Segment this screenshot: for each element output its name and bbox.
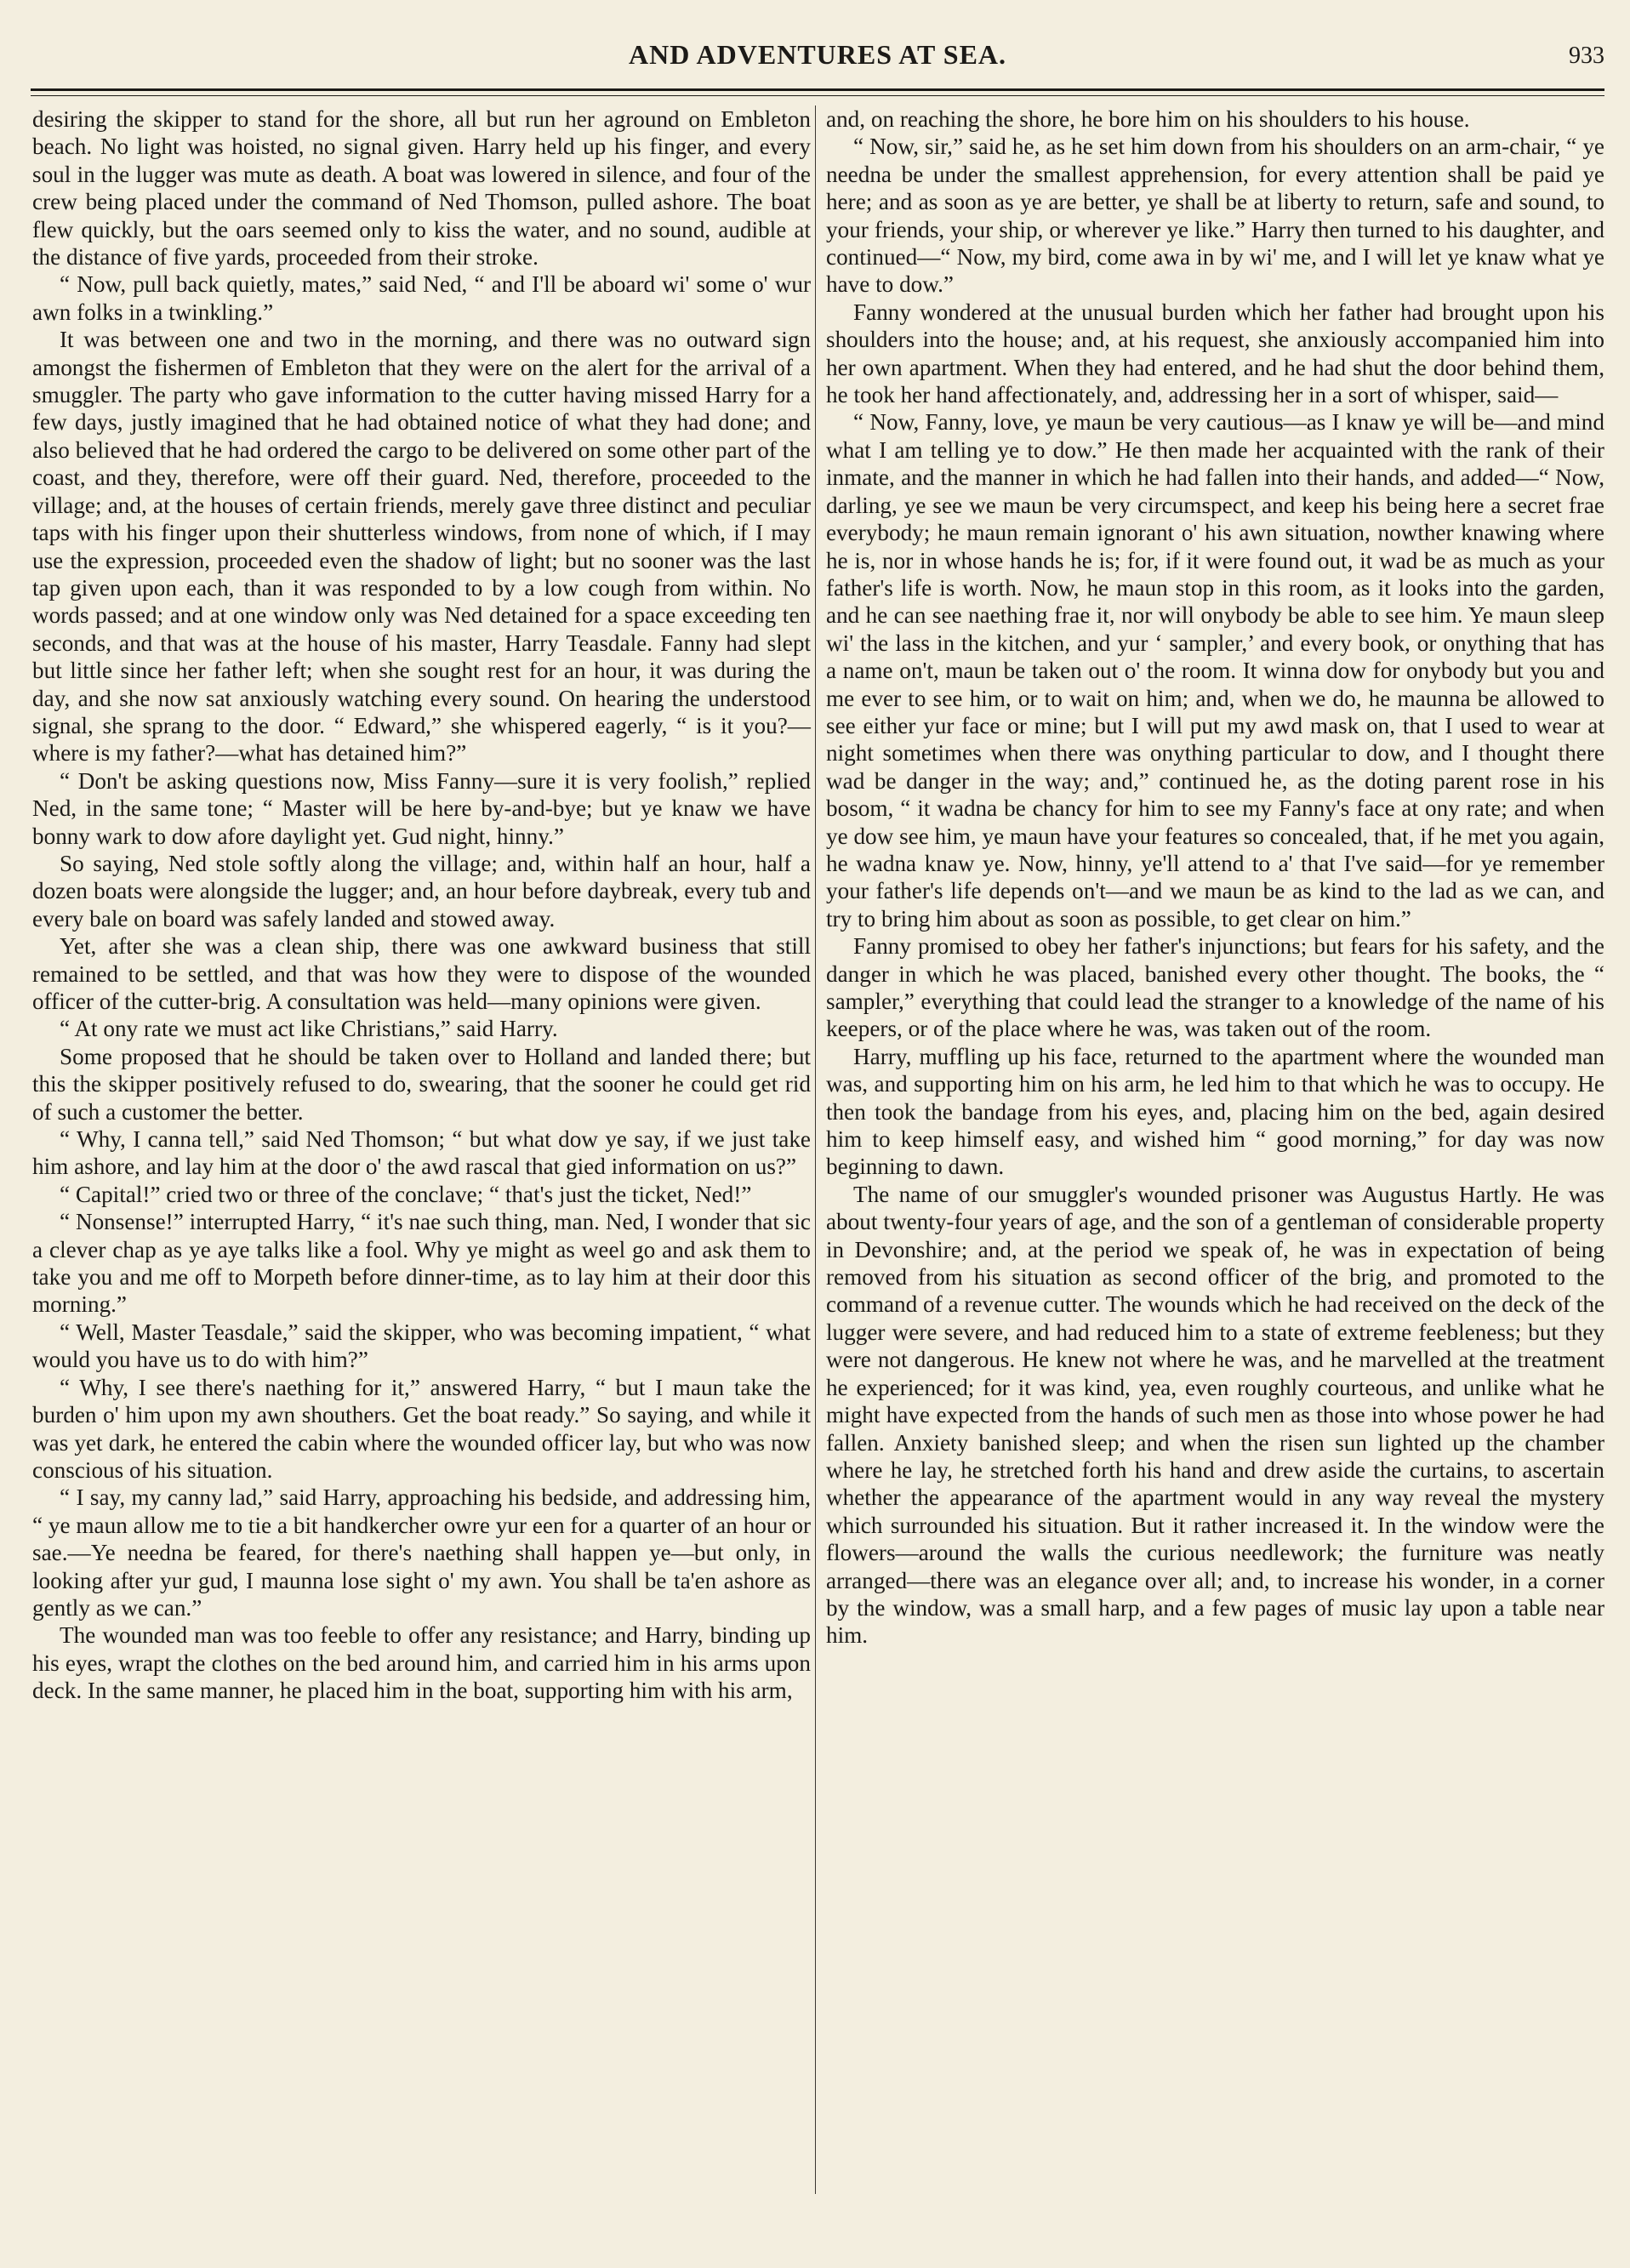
paragraph: Fanny wondered at the unusual burden which her father had brought upon his shoulders into the house; and, at his request, she anxiously accompanied him into her own apartment. When they had entered, and he had shut the door behind them, he took her hand affectionately, and, addressing her in a sort of whisper, said—	[826, 299, 1604, 408]
page-number: 933	[1569, 43, 1604, 69]
paragraph: “ Now, Fanny, love, ye maun be very cautious—as I knaw ye will be—and mind what I am telling ye to dow.” He then made her acquainted with the rank of their inmate, and the manner in which he had fallen into their hands, and added—“ Now, darling, ye see we maun be very circumspect, and keep his being here a secret frae everybody; he maun remain ignorant o' his awn situation, nowther knawing where he is, nor in whose hands he is; for, if it were found out, it wad be as much as your father's life is worth. Now, he maun stop in this room, as it looks into the garden, and he can see naething frae it, nor will onybody be able to see him. Ye maun sleep wi' the lass in the kitchen, and yur ‘ sampler,’ and every book, or onything that has a name on't, maun be taken out o' the room. It winna dow for onybody but you and me ever to see him, or to wait on him; and, when we do, he maunna be allowed to see either yur face or mine; but I will put my awd mask on, that I used to wear at night sometimes when there was onything particular to dow, and I thought there wad be danger in the way; and,” continued he, as the doting parent rose in his bosom, “ it wadna be chancy for him to see my Fanny's face at ony rate; and when ye dow see him, ye maun have your features so concealed, that, if he met you again, he wadna knaw ye. Now, hinny, ye'll attend to a' that I've said—for ye remember your father's life depends on't—and we maun be as kind to the lad as we can, and try to bring him about as soon as possible, to get clear on him.”	[826, 409, 1604, 932]
paragraph: It was between one and two in the morning, and there was no outward sign amongst the fishermen of Embleton that they were on the alert for the arrival of a smuggler. The party who gave information to the cutter having missed Harry for a few days, justly imagined that he had obtained notice of what they had done; and also believed that he had ordered the cargo to be delivered on some other part of the coast, and they, therefore, were off their guard. Ned, therefore, proceeded to the village; and, at the houses of certain friends, merely gave three distinct and peculiar taps with his finger upon their shutterless windows, from none of which, if I may use the expression, proceeded even the shadow of light; but no sooner was the last tap given upon each, than it was responded to by a low cough from within. No words passed; and at one window only was Ned detained for a space exceeding ten seconds, and that was at the house of his master, Harry Teasdale. Fanny had slept but little since her father left; when she sought rest for an hour, it was during the day, and she now sat anxiously watching every sound. On hearing the understood signal, she sprang to the door. “ Edward,” she whispered eagerly, “ is it you?—where is my father?—what has detained him?”	[32, 327, 811, 766]
paragraph: “ At ony rate we must act like Christians,” said Harry.	[60, 1016, 558, 1042]
header-rule	[31, 88, 1604, 91]
paragraph: and, on reaching the shore, he bore him on his shoulders to his house.	[826, 106, 1470, 132]
paragraph: Some proposed that he should be taken over to Holland and landed there; but this the skipper positively refused to do, swearing, that the sooner he could get rid of such a customer the better.	[32, 1043, 811, 1125]
paragraph: Harry, muffling up his face, returned to the apartment where the wounded man was, and supporting him on his arm, he led him to that which he was to occupy. He then took the bandage from his eyes, and, placing him on the bed, again desired him to keep himself easy, and wished him “ good morning,” for day was now beginning to dawn.	[826, 1043, 1604, 1180]
paragraph: Fanny promised to obey her father's injunctions; but fears for his safety, and the danger in which he was placed, banished every other thought. The books, the “ sampler,” everything that could lead the stranger to a knowledge of the name of his keepers, or of the place where he was, was taken out of the room.	[826, 933, 1604, 1042]
paragraph: “ Now, pull back quietly, mates,” said Ned, “ and I'll be aboard wi' some o' wur awn folks in a twinkling.”	[32, 271, 811, 325]
paragraph: “ Why, I see there's naething for it,” answered Harry, “ but I maun take the burden o' him upon my awn shouthers. Get the boat ready.” So saying, and while it was yet dark, he entered the cabin where the wounded officer lay, but who was now conscious of his situation.	[32, 1374, 811, 1483]
paragraph: “ Nonsense!” interrupted Harry, “ it's nae such thing, man. Ned, I wonder that sic a clever chap as ye aye talks like a fool. Why ye might as weel go and ask them to take you and me off to Morpeth before dinner-time, as to lay him at their door this morning.”	[32, 1209, 811, 1318]
paragraph: The name of our smuggler's wounded prisoner was Augustus Hartly. He was about twenty-four years of age, and the son of a gentleman of considerable property in Devonshire; and, at the period we speak of, he was in expectation of being removed from his situation as second officer of the brig, and promoted to the command of a revenue cutter. The wounds which he had received on the deck of the lugger were severe, and had reduced him to a state of extreme feebleness; but they were not dangerous. He knew not where he was, and he marvelled at the treatment he experienced; for it was kind, yea, even roughly courteous, and unlike what he might have expected from the hands of such men as those into whose power he had fallen. Anxiety banished sleep; and when the risen sun lighted up the chamber where he lay, he stretched forth his hand and drew aside the curtains, to ascertain whether the appearance of the apartment would in any way reveal the mystery which surrounded his situation. But it rather increased it. In the window were the flowers—around the walls the curious needlework; the furniture was neatly arranged—there was an elegance over all; and, to increase his wonder, in a corner by the window, was a small harp, and a few pages of music lay upon a table near him.	[826, 1181, 1604, 1649]
column-divider	[815, 105, 816, 2194]
paragraph: “ Why, I canna tell,” said Ned Thomson; “ but what dow ye say, if we just take him ashore, and lay him at the door o' the awd rascal that gied information on us?”	[32, 1126, 811, 1180]
paragraph: “ Don't be asking questions now, Miss Fanny—sure it is very foolish,” replied Ned, in the same tone; “ Master will be here by-and-bye; but ye knaw we have bonny wark to dow afore daylight yet. Gud night, hinny.”	[32, 767, 811, 849]
running-title: AND ADVENTURES AT SEA.	[628, 39, 1007, 70]
left-column	[32, 105, 811, 1705]
paragraph: “ Now, sir,” said he, as he set him down from his shoulders on an arm-chair, “ ye needna be under the smallest apprehension, for every attention shall be paid ye here; and as soon as ye are better, ye shall be at liberty to return, safe and sound, to your friends, your ship, or wherever ye like.” Harry then turned to his daughter, and continued—“ Now, my bird, come awa in by wi' me, and I will let ye knaw what ye have to dow.”	[826, 134, 1604, 298]
paragraph: So saying, Ned stole softly along the village; and, within half an hour, half a dozen boats were alongside the lugger; and, an hour before daybreak, every tub and every bale on board was safely landed and stowed away.	[32, 850, 811, 932]
paragraph: “ Well, Master Teasdale,” said the skipper, who was becoming impatient, “ what would you have us to do with him?”	[32, 1319, 811, 1373]
paragraph: “ I say, my canny lad,” said Harry, approaching his bedside, and addressing him, “ ye maun allow me to tie a bit handkercher owre yur een for a quarter of an hour or sae.—Ye needna be feared, for there's naething shall happen ye—but only, in looking after yur gud, I maunna lose sight o' my awn. You shall be ta'en ashore as gently as we can.”	[32, 1484, 811, 1621]
paragraph: Yet, after she was a clean ship, there was one awkward business that still remained to be settled, and that was how they were to dispose of the wounded officer of the cutter-brig. A consultation was held—many opinions were given.	[32, 933, 811, 1014]
running-head	[31, 39, 1604, 77]
paragraph: The wounded man was too feeble to offer any resistance; and Harry, binding up his eyes, wrapt the clothes on the bed around him, and carried him in his arms upon deck. In the same manner, he placed him in the boat, supporting him with his arm,	[32, 1622, 811, 1704]
header-rule-thin	[31, 95, 1604, 96]
paragraph: “ Capital!” cried two or three of the conclave; “ that's just the ticket, Ned!”	[60, 1181, 752, 1207]
paragraph: desiring the skipper to stand for the shore, all but run her aground on Embleton beach. No light was hoisted, no signal given. Harry held up his finger, and every soul in the lugger was mute as death. A boat was lowered in silence, and four of the crew being placed under the command of Ned Thomson, pulled ashore. The boat flew quickly, but the oars seemed only to kiss the water, and no sound, audible at the distance of five yards, proceeded from their stroke.	[32, 106, 811, 271]
right-column	[826, 105, 1604, 1650]
